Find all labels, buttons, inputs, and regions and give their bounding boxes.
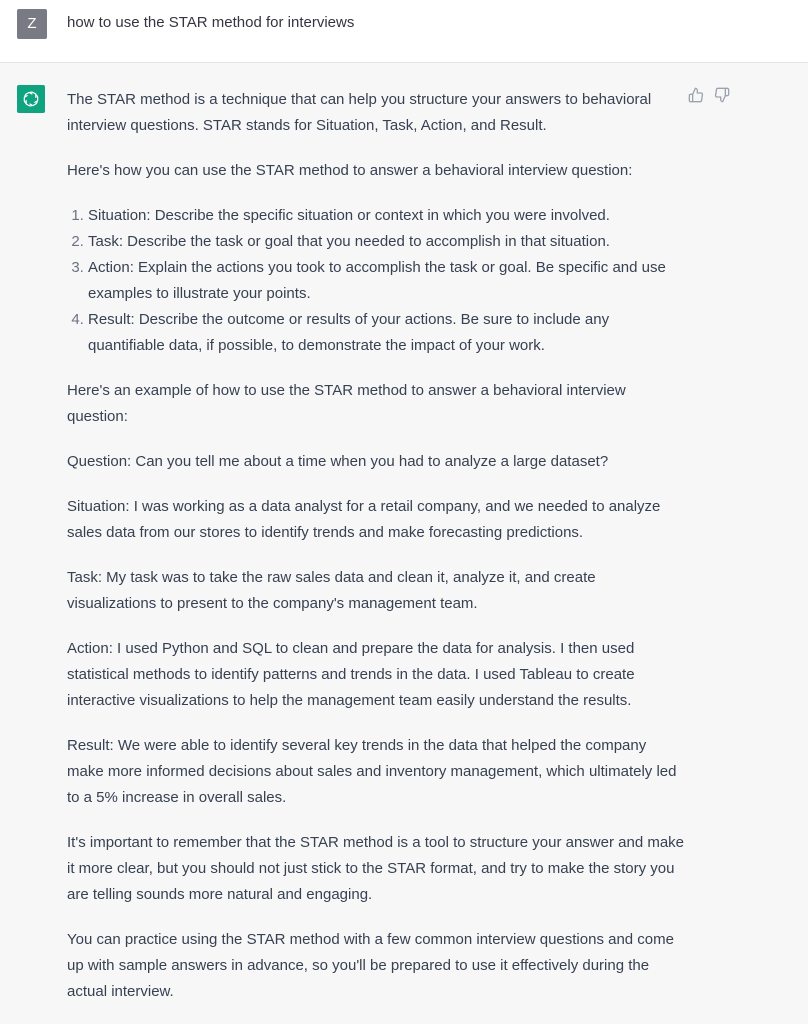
list-item: 4. Result: Describe the outcome or results of your actions. Be sure to include any quantifiable data, if possible, to demonstrate the impact of your work. <box>88 307 687 359</box>
thumbs-down-icon[interactable] <box>714 87 730 103</box>
howto-lead-paragraph: Here's how you can use the STAR method to answer a behavioral interview question: <box>67 162 633 179</box>
list-item: 3. Action: Explain the actions you took to accomplish the task or goal. Be specific and use examples to illustrate your points. <box>88 255 687 307</box>
star-steps-list <box>67 203 687 359</box>
thumbs-up-icon[interactable] <box>688 87 704 103</box>
assistant-response <box>67 87 687 1024</box>
example-question-paragraph: Question: Can you tell me about a time when you had to analyze a large dataset? <box>67 453 609 470</box>
example-action-paragraph: Action: I used Python and SQL to clean and prepare the data for analysis. I then used statistical methods to identify patterns and trends in the data. I used Tableau to create interactive visualizations to help the management team easily understand the results. <box>67 640 635 709</box>
example-lead-paragraph: Here's an example of how to use the STAR method to answer a behavioral interview question: <box>67 382 626 425</box>
feedback-buttons <box>688 87 730 103</box>
user-prompt-text: how to use the STAR method for interviews <box>67 14 355 31</box>
openai-logo-icon <box>17 85 45 113</box>
user-avatar: Z <box>17 9 47 39</box>
list-item: 2. Task: Describe the task or goal that you needed to accomplish in that situation. <box>88 229 687 255</box>
example-situation-paragraph: Situation: I was working as a data analyst for a retail company, and we needed to analyze sales data from our stores to identify trends and make forecasting predictions. <box>67 498 661 541</box>
example-result-paragraph: Result: We were able to identify several key trends in the data that helped the company make more informed decisions about sales and inventory management, which ultimately led to a 5% increase in overall sales. <box>67 737 677 806</box>
closing-paragraph: You can practice using the STAR method with a few common interview questions and come up with sample answers in advance, so you'll be prepared to use it effectively during the actual interview. <box>67 931 674 1000</box>
user-message-row <box>0 0 808 63</box>
example-task-paragraph: Task: My task was to take the raw sales data and clean it, analyze it, and create visualizations to present to the company's management team. <box>67 569 596 612</box>
intro-paragraph: The STAR method is a technique that can help you structure your answers to behavioral interview questions. STAR stands for Situation, Task, Action, and Result. <box>67 91 652 134</box>
note-paragraph: It's important to remember that the STAR method is a tool to structure your answer and make it more clear, but you should not just stick to the STAR format, and try to make the story you are telling sounds more natural and engaging. <box>67 834 685 903</box>
assistant-message-row <box>0 63 808 1024</box>
list-item: 1. Situation: Describe the specific situation or context in which you were involved. <box>88 203 687 229</box>
